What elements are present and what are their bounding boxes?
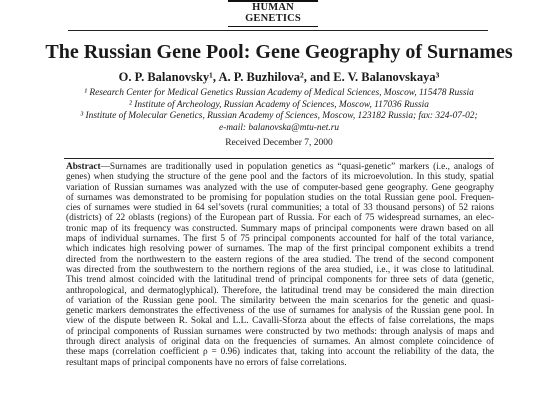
abstract-line: through direct analysis of original data on the frequencies of surnames. An almost complete coincidence of bbox=[66, 337, 494, 348]
paper-authors: O. P. Balanovsky¹, A. P. Buzhilova², and E. V. Balanovskaya³ bbox=[118, 70, 440, 84]
abstract-line: of variation of the Russian gene pool. The similarity between the main scenarios for the genetic and quasi- bbox=[66, 295, 494, 306]
abstract-line: variation of Russian surnames was analyzed with the use of computer-based gene geography. Gene geography bbox=[66, 182, 494, 193]
journal-bottom-rule bbox=[228, 26, 318, 27]
abstract-line: of surnames was demonstrated to be promising for population studies on the total Russian gene pool. Frequen- bbox=[66, 192, 494, 203]
abstract bbox=[66, 162, 494, 368]
abstract-line-text: —Surnames are traditionally used in population genetics as “quasi-genetic” markers (i.e., analogs of bbox=[100, 162, 494, 172]
abstract-line: (districts) of 22 oblasts (regions) of the European part of Russia. For each of 75 widespread surnames, an elec- bbox=[66, 213, 494, 224]
abstract-line: was directed from the southwestern to the northern regions of the area studied, i.e., it was close to latitudinal. bbox=[66, 264, 494, 275]
abstract-line: these maps (correlation coefficient ρ = 0.96) indicates that, taking into account the reliability of the data, the bbox=[66, 347, 494, 358]
abstract-line: maps of individual surnames. The first 5 of 75 principal components accounted for half of the total variance, bbox=[66, 234, 494, 245]
abstract-divider bbox=[64, 158, 494, 159]
received-date: Received December 7, 2000 bbox=[225, 138, 333, 148]
affiliations bbox=[0, 88, 558, 134]
journal-line-2: GENETICS bbox=[245, 13, 301, 24]
abstract-line: view of the dispute between R. Sokal and L.L. Cavalli-Sforza about the effects of false correlations, the maps bbox=[66, 316, 494, 327]
abstract-line: of principal components of Russian surnames were constructed by two methods: through analysis of maps and bbox=[66, 326, 494, 337]
abstract-line: cies of surnames were studied in 64 sel’sovets (rural communities; a total of 33 thousand persons) of 52 raions bbox=[66, 203, 494, 214]
paper-title: The Russian Gene Pool: Gene Geography of Surnames bbox=[45, 41, 513, 63]
abstract-label: Abstract bbox=[66, 162, 101, 172]
abstract-line: directed from the northwestern to the eastern regions of the area studied. The trend of the second component bbox=[66, 254, 494, 265]
affiliation-3: ³ Institute of Molecular Genetics, Russian Academy of Sciences, Moscow, 123182 Russia; fax: 324-07-02; bbox=[80, 111, 478, 121]
affiliation-1: ¹ Research Center for Medical Genetics Russian Academy of Medical Sciences, Moscow, 115478 Russia bbox=[84, 88, 474, 98]
affiliation-2: ² Institute of Archeology, Russian Academy of Sciences, Moscow, 117036 Russia bbox=[129, 99, 429, 110]
journal-line-1: HUMAN bbox=[252, 2, 294, 13]
abstract-line: genetic markers demonstrates the effectiveness of the use of surnames for analysis of the Russian gene pool. In bbox=[66, 306, 494, 317]
abstract-line: genes) when studying the structure of the gene pool and the factors of its microevolution. In this study, spatial bbox=[66, 172, 494, 183]
journal-name bbox=[234, 2, 312, 24]
email-line: e-mail: balanovska@mtu-net.ru bbox=[218, 122, 340, 133]
header-divider bbox=[68, 30, 488, 31]
abstract-line bbox=[66, 162, 494, 172]
abstract-line: resultant maps of principal components have no errors of false correlations. bbox=[66, 357, 347, 368]
abstract-line: anthropological, and dermatoglyphical). Therefore, the latitudinal trend may be considered the main direction bbox=[66, 285, 494, 296]
abstract-line: tronic map of its frequency was constructed. Summary maps of principal components were drawn based on all bbox=[66, 223, 494, 234]
abstract-line: which indicates high resolving power of surnames. The map of the first principal component exhibits a trend bbox=[66, 244, 494, 255]
abstract-line: This trend almost coincided with the latitudinal trend of principal components for three sets of data (genetic, bbox=[66, 275, 494, 286]
